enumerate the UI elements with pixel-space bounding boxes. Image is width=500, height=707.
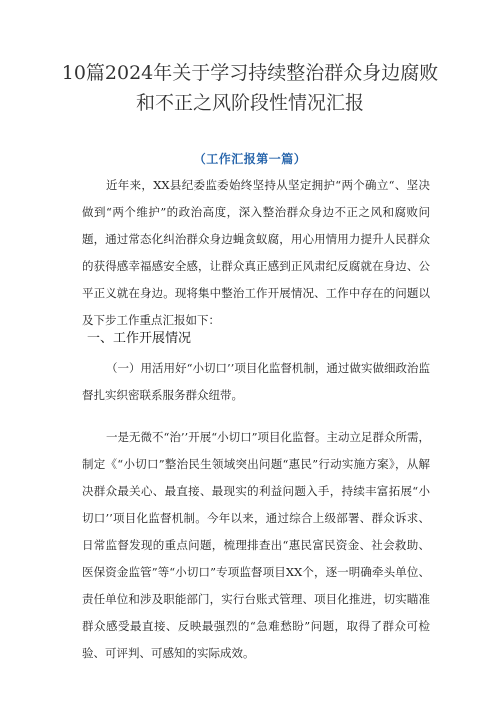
report-subheading: （工作汇报第一篇）	[193, 152, 307, 166]
subsection-paragraph: （一）用活用好“小切口’’项目化监督机制，通过做实做细政治监督扎实织密联系服务群众纽带。	[82, 361, 430, 402]
intro-paragraph: 近年来，XX县纪委监委始终坚持从坚定拥护“两个确立“、坚决做到“两个维护”的政治高度，深入整治群众身边不正之风和腐败问题，通过常态化纠治群众身边蝇贪蚁腐，用心用情用力提升人民群众的获得感幸福感安全感，让群众真正感到正风肃纪反腐就在身边、公平正义就在身边。现将集中整治工作开展情况、工作中存在的问题以及下步工作重点汇报如下：	[82, 178, 430, 327]
section-heading: 一、工作开展情况	[87, 331, 192, 346]
body-paragraph: 一是无微不“治’’开展“小切口”项目化监督。主动立足群众所需，制定《“小切口”整治民生领域突出问题“惠民”行动实施方案》，从解决群众最关心、最直接、最现实的利益问题入手，持续丰富拓展“小切口’’项目化监督机制。今年以来，通过综合上级部署、群众诉求、日常监督发现的重点问题，梳理排查出“惠民富民资金、社会救助、医保资金监管”等“小切口”专项监督项目XX个，逐一明确牵头单位、责任单位和涉及职能部门，实行台账式管理、项目化推进，切实瞄准群众感受最直接、反映最强烈的“急难愁盼”问题，取得了群众可检验、可评判、可感知的实际成效。	[82, 430, 430, 660]
document-title: 10篇2024年关于学习持续整治群众身边腐败和不正之风阶段性情况汇报	[61, 62, 439, 114]
